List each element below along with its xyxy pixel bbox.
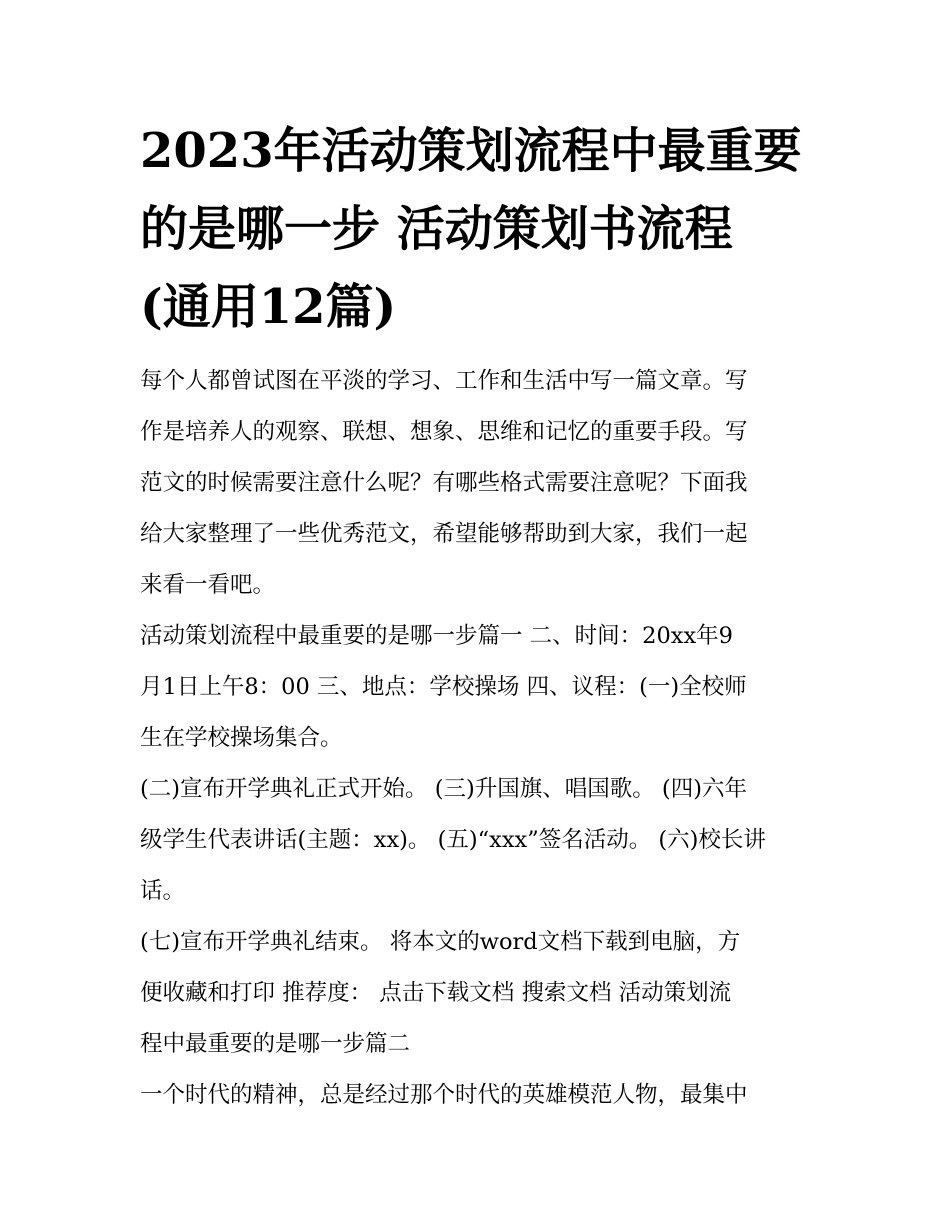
body-line-6: 活动策划流程中最重要的是哪一步篇一 二、时间：20xx年9 [140,623,733,649]
document-body [140,356,820,1121]
body-line-9: (二)宣布开学典礼正式开始。 (三)升国旗、唱国歌。 (四)六年 [140,776,747,802]
title-line-1: 2023年活动策划流程中最重要 [140,123,802,179]
body-line-8: 生在学校操场集合。 [140,725,343,751]
document-title [140,112,820,346]
body-line-2: 作是培养人的观察、联想、想象、思维和记忆的重要手段。写 [140,419,748,445]
body-line-11: 话。 [140,878,186,904]
title-line-2: 的是哪一步 活动策划书流程 [140,201,733,257]
body-line-7: 月1日上午8：00 三、地点：学校操场 四、议程：(一)全校师 [140,674,747,700]
body-line-14: 程中最重要的是哪一步篇二 [140,1031,411,1057]
body-line-3: 范文的时候需要注意什么呢？有哪些格式需要注意呢？下面我 [140,470,748,496]
body-line-13: 便收藏和打印 推荐度： 点击下载文档 搜索文档 活动策划流 [140,980,732,1006]
title-line-3: (通用12篇) [140,279,397,335]
body-line-1: 每个人都曾试图在平淡的学习、工作和生活中写一篇文章。写 [140,368,748,394]
body-line-10: 级学生代表讲话(主题：xx)。 (五)“xxx”签名活动。 (六)校长讲 [140,827,766,853]
body-line-4: 给大家整理了一些优秀范文，希望能够帮助到大家，我们一起 [140,521,748,547]
body-line-15: 一个时代的精神，总是经过那个时代的英雄模范人物，最集中 [140,1082,748,1108]
body-line-5: 来看一看吧。 [140,572,276,598]
body-line-12: (七)宣布开学典礼结束。 将本文的word文档下载到电脑，方 [140,929,741,955]
